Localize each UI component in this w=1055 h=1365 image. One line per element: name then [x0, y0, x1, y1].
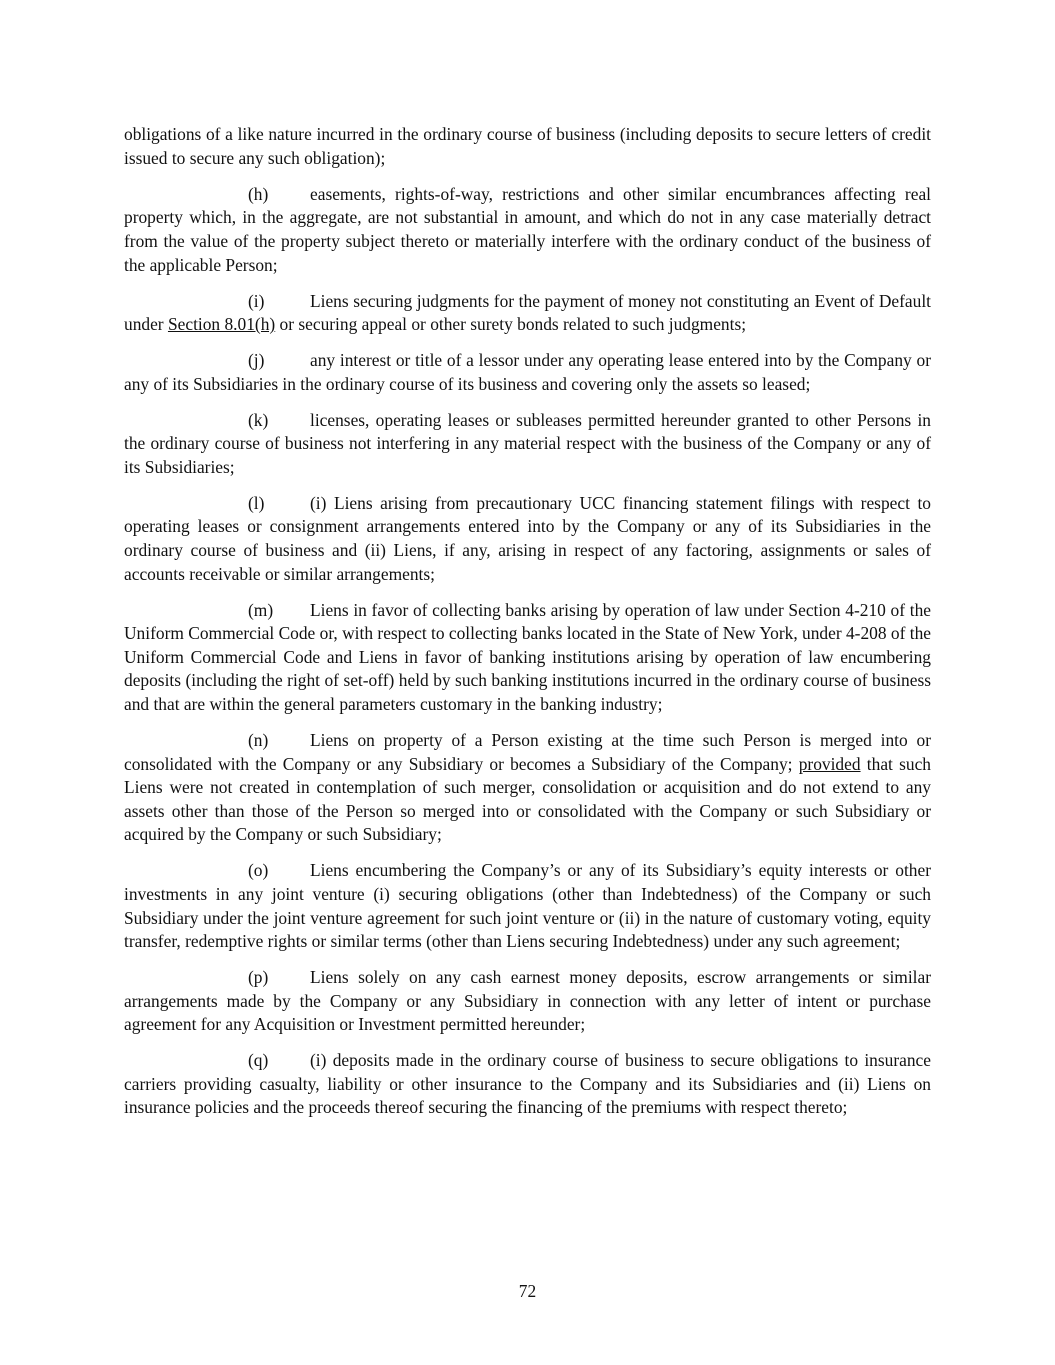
- clause-label: (k): [248, 409, 269, 430]
- clause-label: (m): [248, 599, 274, 620]
- clause-text: Liens solely on any cash earnest money deposits, escrow arrangements or similar arrangements made by the Company or any Subsidiary in connection with any letter of intent or purchase agreement for any Acquisition or Investment permitted hereunder;: [124, 967, 931, 1035]
- clause-label: (q): [248, 1050, 269, 1071]
- clause-text-continued: that such Liens were not created in contemplation of such merger, consolidation or acquisition and do not extend to any assets other than those of the Person so merged into or consolidated with the Company or such Subsidiary or acquired by the Company or such Subsidiary;: [124, 753, 931, 845]
- clause-text: Liens securing judgments for the payment of money not constituting an Event of Default under: [124, 290, 931, 335]
- clause-n: [124, 729, 931, 847]
- clause-text: Liens in favor of collecting banks arising by operation of law under Section 4-210 of the Uniform Commercial Code or, with respect to collecting banks located in the State of New York, under 4-208 of the Uniform Commercial Code and Liens in favor of banking institutions arising by operation of law encumbering deposits (including the right of set-off) held by such banking institutions incurred in the ordinary course of business and that are within the general parameters customary in the banking industry;: [124, 599, 931, 715]
- clause-text: Liens encumbering the Company’s or any of its Subsidiary’s equity interests or other investments in any joint venture (i) securing obligations (other than Indebtedness) of the Company or such Subsidiary under the joint venture agreement for such joint venture or (ii) in the nature of customary voting, equity transfer, redemptive rights or similar terms (other than Liens securing Indebtedness) under any such agreement;: [124, 860, 931, 952]
- clause-k: [124, 409, 931, 480]
- clause-text: any interest or title of a lessor under any operating lease entered into by the Company or any of its Subsidiaries in the ordinary course of its business and covering only the assets so leased;: [124, 350, 931, 394]
- section-reference-link[interactable]: Section 8.01(h): [167, 314, 276, 335]
- clause-i: [124, 290, 931, 337]
- clause-label: (p): [248, 967, 269, 988]
- page-number: 72: [518, 1281, 537, 1301]
- clause-label: (n): [248, 730, 269, 750]
- clause-j: [124, 349, 931, 396]
- clause-o: [124, 859, 931, 953]
- clause-text: licenses, operating leases or subleases permitted hereunder granted to other Persons in the ordinary course of business not interfering in any material respect with the business of the Company or any of its Subsidiaries;: [124, 409, 931, 477]
- clause-text: Liens on property of a Person existing at the time such Person is merged into or consolidated with the Company or any Subsidiary or becomes a Subsidiary of the Company;: [124, 730, 931, 774]
- clause-label: (h): [248, 183, 269, 204]
- clause-text: (i) deposits made in the ordinary course of business to secure obligations to insurance carriers providing casualty, liability or other insurance to the Company and its Subsidiaries and (ii) Liens on insurance policies and the proceeds thereof securing the financing of the premiums with respect thereto;: [124, 1050, 931, 1118]
- clause-h: [124, 183, 931, 277]
- clause-l: [124, 492, 931, 586]
- clause-label: (j): [248, 350, 265, 371]
- document-page: [124, 123, 931, 1132]
- clause-text: (i) Liens arising from precautionary UCC financing statement filings with respect to operating leases or consignment arrangements entered into by the Company or any of its Subsidiaries in the ordinary course of business and (ii) Liens, if any, arising in respect of any factoring, assignments or sales of accounts receivable or similar arrangements;: [124, 492, 931, 584]
- clause-label: (i): [248, 290, 265, 311]
- clause-p: [124, 966, 931, 1037]
- clause-text: easements, rights-of-way, restrictions and other similar encumbrances affecting real property which, in the aggregate, are not substantial in amount, and which do not in any case materially detract from the value of the property subject thereto or materially interfere with the ordinary conduct of the business of the applicable Person;: [124, 183, 931, 275]
- clause-label: (l): [248, 492, 265, 513]
- provided-emphasis: provided: [798, 753, 861, 774]
- clause-q: [124, 1049, 931, 1120]
- clause-m: [124, 599, 931, 717]
- clause-label: (o): [248, 860, 269, 881]
- clause-text-continued: or securing appeal or other surety bonds related to such judgments;: [275, 314, 747, 335]
- continuation-paragraph: obligations of a like nature incurred in the ordinary course of business (including deposits to secure letters of credit issued to secure any such obligation);: [124, 124, 931, 168]
